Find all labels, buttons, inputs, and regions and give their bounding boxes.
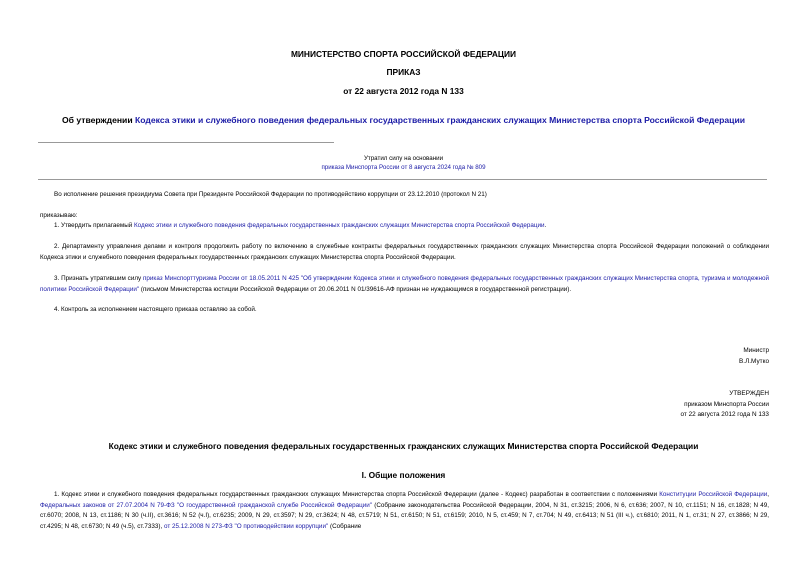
signature-block <box>739 346 769 367</box>
item-1-link[interactable]: Кодекс этики и служебного поведения федеральных государственных гражданских служащих Министерства спорта Российской Федерации <box>134 222 545 229</box>
order-title-link[interactable]: Кодекса этики и служебного поведения федеральных государственных гражданских служащих Министерства спорта Российской Федерации <box>135 115 746 125</box>
repeal-note-line: Утратил силу на основании <box>363 155 444 162</box>
code-title: Кодекс этики и служебного поведения федеральных государственных гражданских служащих Министерства спорта Российской Федерации <box>108 441 699 451</box>
approval-stamp <box>681 389 770 421</box>
date-line: от 22 августа 2012 года N 133 <box>343 86 464 96</box>
doc-type-heading: ПРИКАЗ <box>386 67 421 77</box>
code-para1-citations: (Собрание законодательства Российской Федерации, 2004, N 31, ст.3215; 2006, N 6, ст.636; 2007, N 10, ст.1151; N 16, ст.1828; N 49, ст.6070; 2008, N 13, ст.1186; N 30 (ч.II), ст.3616; N 52 (ч.I), ст.6235; 2009, N 29, ст.3597; N 29, ст.3624; N 48, ст.5719; N 51, ст.6150; N 51, ст.6159; 2010, N 5, ст.459; N 7, ст.704; N 49, ст.6413; N 51 (III ч.), ст.6810; 2011, N 1, ст.31; N 27, ст.3866; N 29, ст.4295; N 48, ст.6730; N 49 (ч.5), ст.7333), <box>40 501 769 530</box>
item-4: 4. Контроль за исполнением настоящего приказа оставляю за собой. <box>54 306 257 313</box>
signature-name: В.Л.Мутко <box>739 357 769 365</box>
ministry-heading: МИНИСТЕРСТВО СПОРТА РОССИЙСКОЙ ФЕДЕРАЦИИ <box>290 49 517 59</box>
divider-top <box>38 142 334 143</box>
item-3-link[interactable]: приказ Минспорттуризма России от 18.05.2011 N 425 "Об утверждении Кодекса этики и служебного поведения федеральных государственных гражданских служащих Министерства спорта, туризма и молодежной политики Российской Федерации" <box>40 275 769 293</box>
item-1-suffix: . <box>544 222 547 229</box>
repeal-note <box>40 154 767 172</box>
code-para1-prefix: 1. Кодекс этики и служебного поведения федеральных государственных гражданских служащих Министерства спорта Российской Федерации (далее - Кодекс) разработан в соответствии с положениями <box>54 491 660 498</box>
code-paragraph-1 <box>40 490 769 532</box>
signature-position: Министр <box>743 347 769 354</box>
order-title-prefix: Об утверждении <box>61 115 136 125</box>
preamble: Во исполнение решения президиума Совета при Президенте Российской Федерации по противодействию коррупции от 23.12.2010 (протокол N 21) <box>54 191 487 198</box>
approval-line-2: приказом Минспорта России <box>684 400 769 408</box>
item-3-suffix: (письмом Министерства юстиции Российской Федерации от 20.06.2011 N 01/39616-АФ признан не нуждающимся в государственной регистрации). <box>139 285 572 293</box>
order-word: приказываю: <box>40 212 78 219</box>
order-title <box>40 115 767 125</box>
item-1-prefix: 1. Утвердить прилагаемый <box>54 222 135 229</box>
federal-law-79-link[interactable]: Федеральных законов от 27.07.2004 N 79-ФЗ "О государственной гражданской службе Российской Федерации" <box>40 501 372 509</box>
code-para1-sep: , <box>767 491 769 498</box>
item-3 <box>40 274 769 295</box>
section-heading: I. Общие положения <box>361 470 446 480</box>
federal-law-273-link[interactable]: от 25.12.2008 N 273-ФЗ "О противодействии коррупции" <box>163 522 329 530</box>
item-2: 2. Департаменту управления делами и контроля продолжить работу по включению в служебные контракты федеральных государственных гражданских служащих Министерства спорта Российской Федерации положений о соблюдении Кодекса этики и служебного поведения федеральных государственных гражданских служащих Министерства спорта Российской Федерации. <box>40 243 769 261</box>
code-para1-suffix: (Собрание <box>328 522 362 530</box>
approval-line-3: от 22 августа 2012 года N 133 <box>680 411 769 418</box>
constitution-link[interactable]: Конституции Российской Федерации <box>659 491 768 498</box>
repeal-note-link[interactable]: приказа Минспорта России от 8 августа 2024 года № 809 <box>321 164 486 171</box>
item-1 <box>40 221 769 232</box>
item-3-prefix: 3. Признать утратившим силу <box>54 275 143 282</box>
approval-line-1: УТВЕРЖДЕН <box>729 390 769 397</box>
divider-bottom <box>38 179 767 180</box>
